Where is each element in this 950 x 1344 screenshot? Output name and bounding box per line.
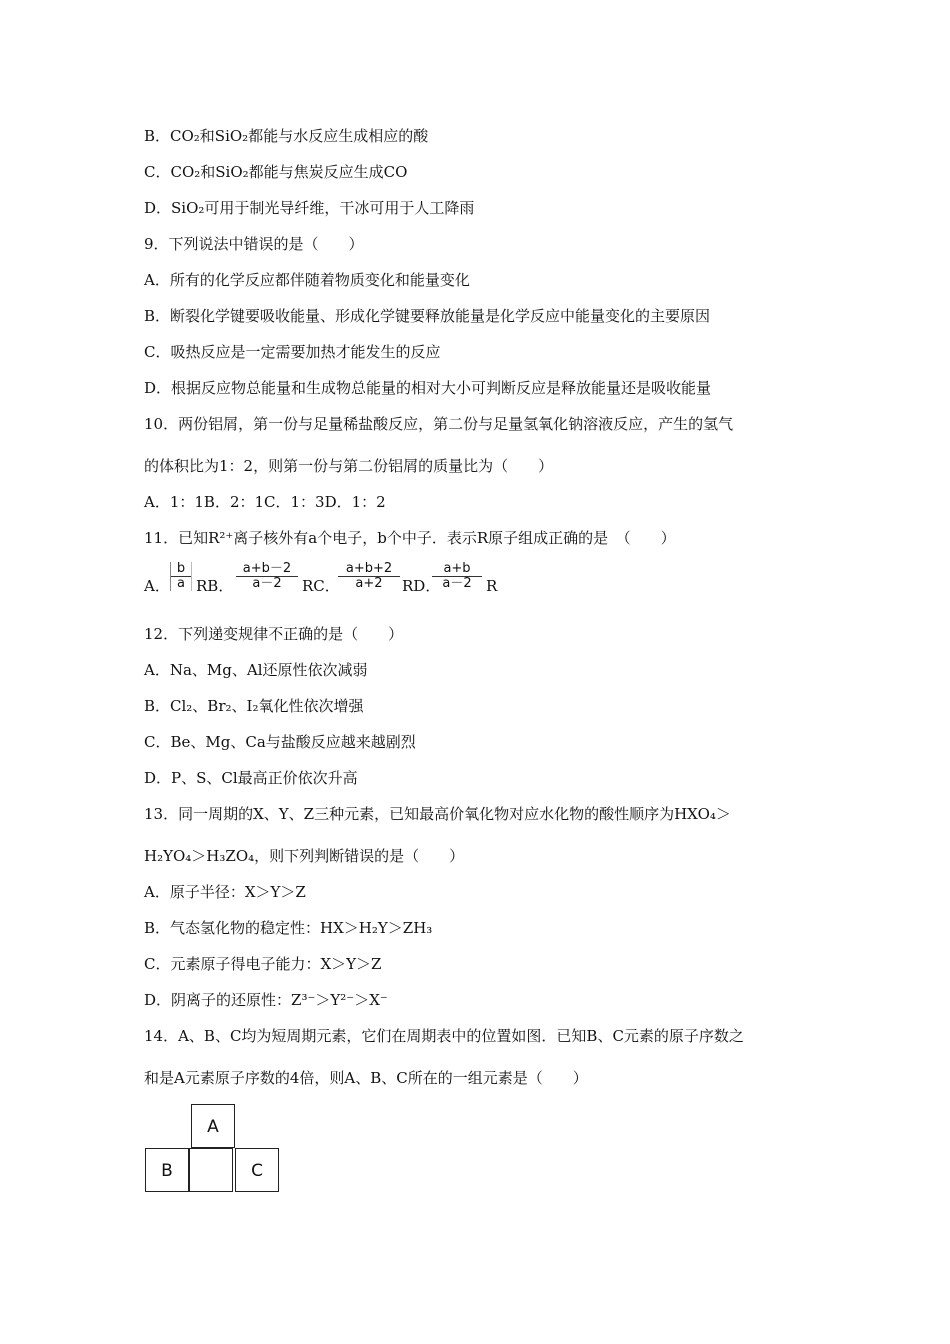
q11-fraction-d-bottom: a－2 [442,576,472,591]
q9-option-a: A．所有的化学反应都伴随着物质变化和能量变化 [144,271,470,289]
q12-option-c: C．Be、Mg、Ca与盐酸反应越来越剧烈 [144,733,416,751]
q12-option-d: D．P、S、Cl最高正价依次升高 [144,769,358,787]
q14-stem-line1: 14．A、B、C均为短周期元素，它们在周期表中的位置如图．已知B、C元素的原子序数之 [144,1027,744,1045]
q13-stem-line1: 13．同一周期的X、Y、Z三种元素，已知最高价氧化物对应水化物的酸性顺序为HXO₄＞ [144,805,731,823]
q9-option-d: D．根据反应物总能量和生成物总能量的相对大小可判断反应是释放能量还是吸收能量 [144,379,712,397]
q10-options: A．1：1B．2：1C．1：3D．1：2 [144,493,386,511]
q13-option-c: C．元素原子得电子能力：X＞Y＞Z [144,955,382,973]
q11-fraction-d [432,562,482,591]
q11-fraction-a-top: b [171,562,191,577]
q12-stem: 12．下列递变规律不正确的是（ ） [144,625,404,643]
q11-label-c: RC． [302,577,340,595]
q11-label-d: RD． [402,577,441,595]
q11-fraction-b [236,562,298,591]
cell-c: C [235,1148,279,1192]
q11-fraction-c-bottom: a+2 [355,576,383,591]
periodic-table-figure [145,1104,281,1196]
cell-empty [189,1148,233,1192]
q11-fraction-a [170,562,192,591]
q11-fraction-c [338,562,400,591]
q11-fraction-b-bottom: a－2 [252,576,282,591]
q9-stem: 9．下列说法中错误的是（ ） [144,235,364,253]
q8-option-d: D．SiO₂可用于制光导纤维，干冰可用于人工降雨 [144,199,475,217]
cell-a: A [191,1104,235,1148]
q9-option-b: B．断裂化学键要吸收能量、形成化学键要释放能量是化学反应中能量变化的主要原因 [144,307,711,325]
q11-stem: 11．已知R²⁺离子核外有a个电子，b个中子．表示R原子组成正确的是 （ ） [144,529,676,547]
q13-stem-line2: H₂YO₄＞H₃ZO₄，则下列判断错误的是（ ） [144,847,465,865]
q9-option-c: C．吸热反应是一定需要加热才能发生的反应 [144,343,441,361]
q10-stem-line1: 10．两份铝屑，第一份与足量稀盐酸反应，第二份与足量氢氧化钠溶液反应，产生的氢气 [144,415,734,433]
q11-fraction-c-top: a+b+2 [338,562,400,577]
q11-label-b: RB． [196,577,234,595]
q11-label-a: A． [144,577,170,595]
q11-tail-r: R [486,577,498,595]
q8-option-b: B．CO₂和SiO₂都能与水反应生成相应的酸 [144,127,429,145]
q14-stem-line2: 和是A元素原子序数的4倍，则A、B、C所在的一组元素是（ ） [144,1069,588,1087]
q11-fraction-d-top: a+b [432,562,482,577]
q12-option-a: A．Na、Mg、Al还原性依次减弱 [144,661,368,679]
q11-fraction-b-top: a+b－2 [236,562,298,577]
q13-option-d: D．阴离子的还原性：Z³⁻＞Y²⁻＞X⁻ [144,991,388,1009]
q12-option-b: B．Cl₂、Br₂、I₂氧化性依次增强 [144,697,364,715]
q10-stem-line2: 的体积比为1：2，则第一份与第二份铝屑的质量比为（ ） [144,457,554,475]
cell-b: B [145,1148,189,1192]
q11-fraction-a-bottom: a [177,576,185,591]
q8-option-c: C．CO₂和SiO₂都能与焦炭反应生成CO [144,163,408,181]
q13-option-b: B．气态氢化物的稳定性：HX＞H₂Y＞ZH₃ [144,919,433,937]
q13-option-a: A．原子半径：X＞Y＞Z [144,883,306,901]
